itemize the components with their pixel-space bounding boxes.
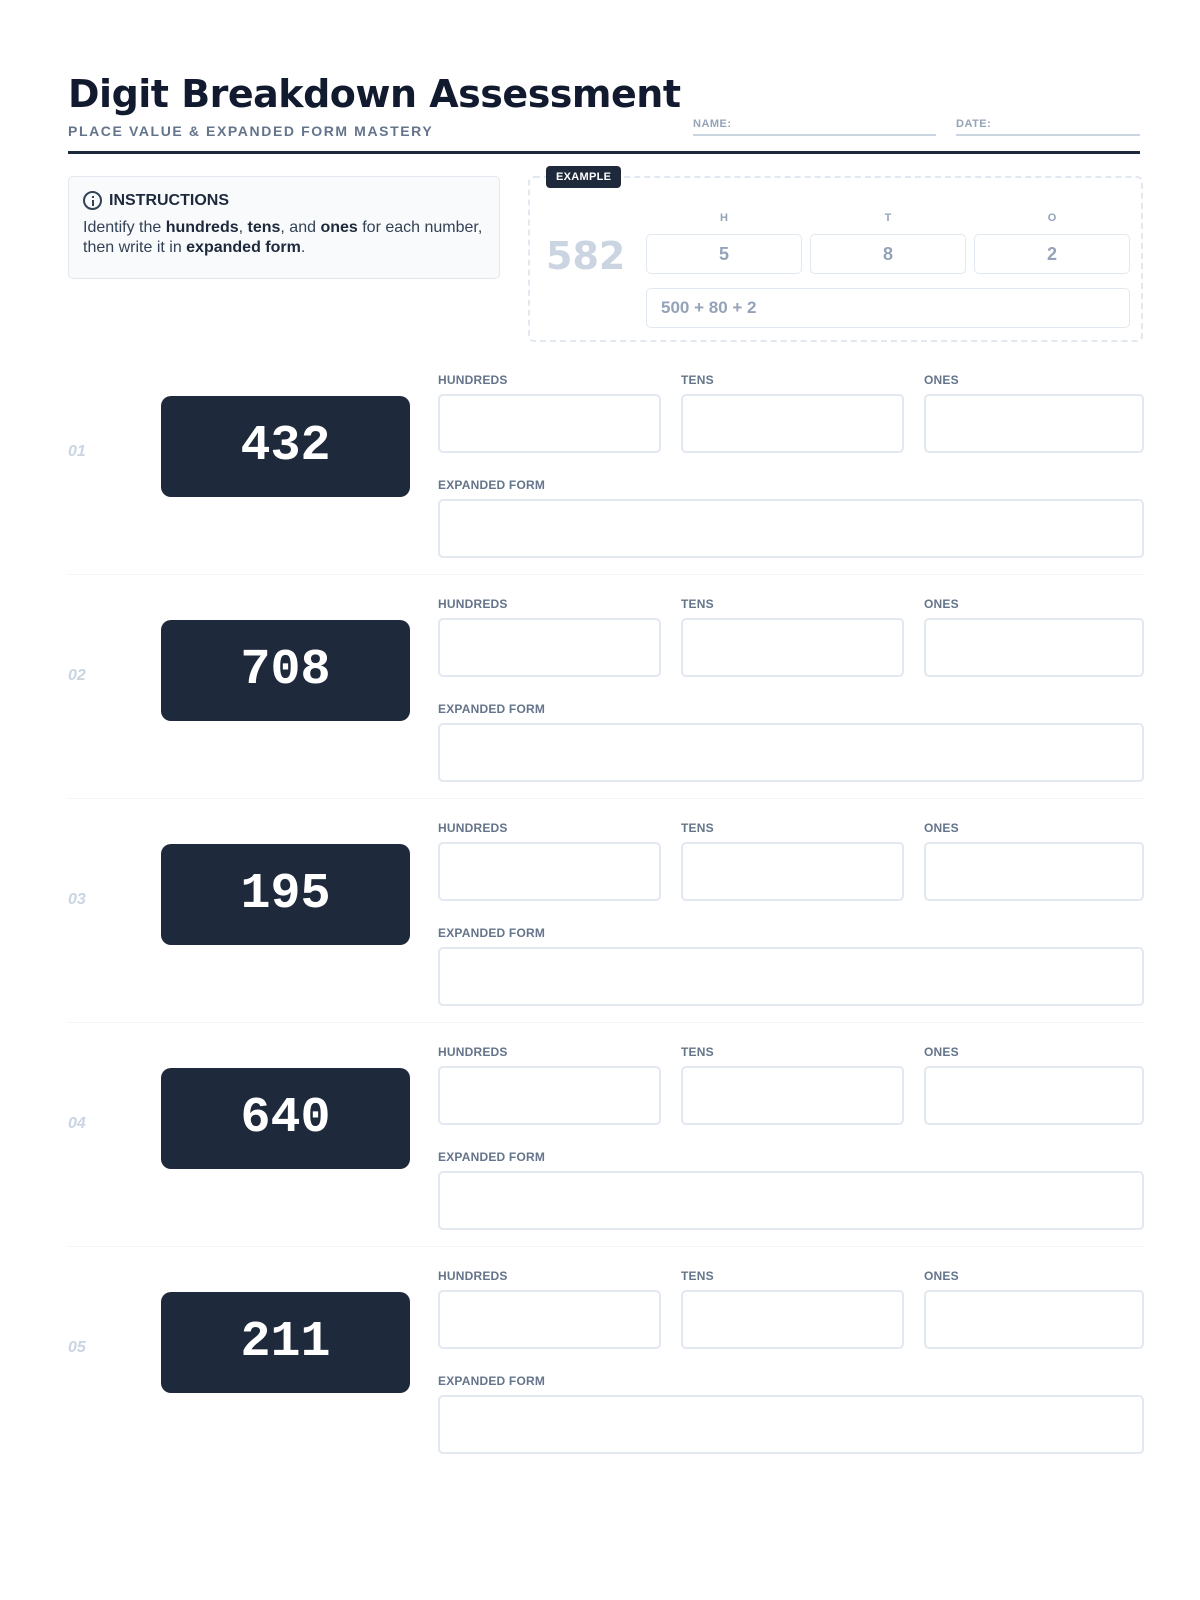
problem-row [68,1023,1143,1247]
name-field[interactable] [693,114,936,136]
example-tens [810,212,966,274]
instructions-heading-text: INSTRUCTIONS [109,191,229,209]
instr-text-1: Identify the [83,219,166,236]
problem-number: 03 [68,891,86,908]
problem-row [68,575,1143,799]
hundreds-label: HUNDREDS [438,1269,508,1283]
expanded-form-label: EXPANDED FORM [438,478,546,492]
example-tens-value: 8 [810,234,966,274]
problem-number: 02 [68,667,86,684]
hundreds-label: HUNDREDS [438,1045,508,1059]
ones-input[interactable] [924,618,1144,677]
number-card: 195 [161,844,410,945]
example-tens-label: T [884,212,892,224]
instr-bold-hundreds: hundreds [165,219,239,236]
example-hundreds-label: H [720,212,728,224]
tens-label: TENS [681,597,714,611]
hundreds-label: HUNDREDS [438,373,508,387]
hundreds-label: HUNDREDS [438,821,508,835]
instructions-text [83,218,485,258]
ones-label: ONES [924,1269,959,1283]
ones-input[interactable] [924,394,1144,453]
instr-bold-ones: ones [320,219,358,236]
ones-input[interactable] [924,1290,1144,1349]
instructions-panel [68,176,500,279]
worksheet-header [68,68,1140,154]
expanded-form-input[interactable] [438,1171,1144,1230]
date-label: DATE: [956,118,992,130]
problem-row [68,1247,1143,1471]
problem-row [68,799,1143,1023]
example-badge: EXAMPLE [546,166,621,188]
example-number: 582 [546,234,626,278]
ones-label: ONES [924,373,959,387]
info-icon [83,191,102,210]
tens-input[interactable] [681,394,904,453]
expanded-form-input[interactable] [438,499,1144,558]
problem-number: 05 [68,1339,86,1356]
example-ones-value: 2 [974,234,1130,274]
tens-label: TENS [681,1045,714,1059]
hundreds-input[interactable] [438,1066,661,1125]
tens-input[interactable] [681,1066,904,1125]
ones-input[interactable] [924,842,1144,901]
instr-text-4: for each number, then write it in [83,219,483,256]
number-card: 708 [161,620,410,721]
instr-bold-tens: tens [247,219,281,236]
expanded-form-label: EXPANDED FORM [438,1374,546,1388]
expanded-form-input[interactable] [438,723,1144,782]
number-card: 640 [161,1068,410,1169]
ones-input[interactable] [924,1066,1144,1125]
instr-text-2: , [238,219,248,236]
ones-label: ONES [924,597,959,611]
hundreds-input[interactable] [438,394,661,453]
example-hundreds [646,212,802,274]
example-panel [528,171,1143,342]
tens-input[interactable] [681,842,904,901]
tens-input[interactable] [681,1290,904,1349]
expanded-form-input[interactable] [438,947,1144,1006]
instructions-heading [83,191,485,210]
expanded-form-input[interactable] [438,1395,1144,1454]
ones-label: ONES [924,1045,959,1059]
instr-text-3: , and [280,219,321,236]
hundreds-label: HUNDREDS [438,597,508,611]
name-label: NAME: [693,118,732,130]
expanded-form-label: EXPANDED FORM [438,702,546,716]
tens-label: TENS [681,821,714,835]
example-expanded-form: 500 + 80 + 2 [646,288,1130,328]
example-hundreds-value: 5 [646,234,802,274]
instr-bold-expanded-form: expanded form [186,239,301,256]
hundreds-input[interactable] [438,618,661,677]
number-card: 432 [161,396,410,497]
tens-input[interactable] [681,618,904,677]
problem-number: 01 [68,443,86,460]
expanded-form-label: EXPANDED FORM [438,1150,546,1164]
ones-label: ONES [924,821,959,835]
tens-label: TENS [681,373,714,387]
example-ones [974,212,1130,274]
hundreds-input[interactable] [438,842,661,901]
instr-text-5: . [300,239,306,256]
problem-number: 04 [68,1115,86,1132]
hundreds-input[interactable] [438,1290,661,1349]
number-card: 211 [161,1292,410,1393]
page-title: Digit Breakdown Assessment [68,72,681,116]
page-subtitle: PLACE VALUE & EXPANDED FORM MASTERY [68,123,434,139]
problem-row [68,351,1143,575]
date-field[interactable] [956,114,1140,136]
expanded-form-label: EXPANDED FORM [438,926,546,940]
tens-label: TENS [681,1269,714,1283]
example-ones-label: O [1047,212,1057,224]
